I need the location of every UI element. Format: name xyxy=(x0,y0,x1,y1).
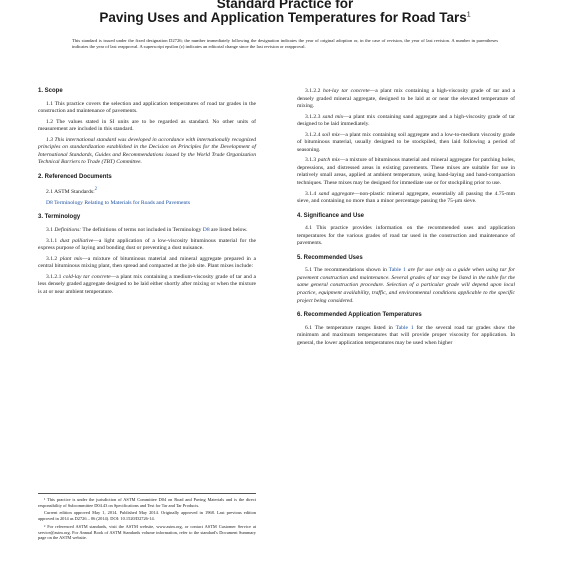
footnote-2: ² For referenced ASTM standards, visit the ASTM website, www.astm.org, or contact ASTM Customer Service at service@astm.org. For Annual Book of ASTM Standards volume information, refer to the standard's Document Summary page on the ASTM website. xyxy=(38,523,256,541)
paragraph-1-3 xyxy=(38,137,256,167)
designation-notice: This standard is issued under the fixed designation D2726; the number immediately following the designation indicates the year of original adoption or, in the case of revision, the year of last revision. A number in parentheses indicates the year of last reapproval. A superscript epsilon (ε) indicates an editorial change since the last revision or reapproval. xyxy=(72,38,498,49)
section-heading-terminology: 3. Terminology xyxy=(38,214,81,221)
paragraph-3-1-2-2-number: 3.1.2.2 xyxy=(305,88,323,94)
reference-link-d8[interactable]: D8 xyxy=(46,199,53,206)
paragraph-3-1-2-4-text: —a plant mix containing soil aggregate and a low-to-medium viscosity grade of bituminous material, usually designed to be stockpiled, then laid following a period of seasoning. xyxy=(297,131,515,153)
term-cold-lay-tar-concrete: cold-lay tar concrete xyxy=(63,273,111,280)
reference-item-d8 xyxy=(38,200,256,208)
footnote-link-2[interactable]: 2 xyxy=(94,187,97,193)
term-sand-mix: sand mix xyxy=(322,113,344,120)
paragraph-3-1-number: 3.1 xyxy=(46,226,55,233)
paragraph-3-1-3-number: 3.1.3 xyxy=(305,157,318,164)
paragraph-3-1-2-3-number: 3.1.2.3 xyxy=(305,113,323,120)
paragraph-3-1-text-a: The definitions of terms not included in Terminology xyxy=(81,226,203,233)
paragraph-5-1-text-a: 5.1 The recommendations shown in xyxy=(305,267,389,274)
paragraph-3-1-2-2 xyxy=(297,88,515,111)
paragraph-3-1-1-number: 3.1.1 xyxy=(46,237,61,244)
paragraph-3-1-4-text: —non-plastic mineral aggregate, essentially all passing the 4.75-mm sieve, and containing no more than a minor percentage passing the 75-μm sieve. xyxy=(297,190,515,205)
paragraph-3-1-3-text: —a mixture of bituminous material and mineral aggregate for patching holes, depressions, and distressed areas in existing pavements. These mixes are suitable for use in relatively small areas, applied at ambient temperature, using hand-laying and hand-compaction techniques. These mixes may be designed for immediate use or for stockpiling prior to use. xyxy=(297,157,516,187)
footnote-1-edition: Current edition approved May 1, 2014. Published May 2014. Originally approved in 1968. Last previous edition approved in 2014 as D2726 – 06 (2014). DOI: 10.1520/D2726-14. xyxy=(38,510,256,522)
paragraph-3-1-2-1 xyxy=(38,274,256,297)
footnote-1: ¹ This practice is under the jurisdiction of ASTM Committee D04 on Road and Paving Materials and is the direct responsibility of Subcommittee D04.43 on Specifications and Test for Tar and Tar Products. xyxy=(38,497,256,508)
paragraph-1-1: 1.1 This practice covers the selection and application temperatures of road tar grades in the construction and maintenance of pavements. xyxy=(38,100,256,115)
paragraph-3-1-4-number: 3.1.4 xyxy=(305,190,319,197)
paragraph-1-3-text: 1.3 This international standard was developed in accordance with internationally recognized principles on standardization established in the Decision on Principles for the Development of International Standards, Guides and Recommendations issued by the World Trade Organization Technical Barriers to Trade (TBT) Committee. xyxy=(38,136,256,166)
terminology-link-d8[interactable]: D8 xyxy=(202,226,210,233)
title-line-1: Standard Practice for xyxy=(216,0,354,11)
term-hot-lay-tar-concrete: hot-lay tar concrete xyxy=(323,88,370,94)
left-column xyxy=(38,88,256,299)
section-heading-significance: 4. Significance and Use xyxy=(297,212,365,219)
title-line-2 xyxy=(0,10,570,25)
paragraph-2-1 xyxy=(38,186,256,196)
paragraph-3-1-3 xyxy=(297,157,515,187)
paragraph-3-1-2-3-text: —a plant mix containing sand aggregate and a high-viscosity grade of tar designed to be laid immediately. xyxy=(297,113,515,128)
table-1-link-2[interactable]: Table 1 xyxy=(395,324,414,331)
term-sand-aggregate: sand aggregate xyxy=(318,190,355,197)
paragraph-3-1-2-2-text: —a plant mix containing a high-viscosity grade of tar and a densely graded mineral aggregate, designed to be laid at or near the elevated temperature of mixing. xyxy=(297,88,516,110)
paragraph-2-1-text: 2.1 ASTM Standards: xyxy=(46,189,95,196)
paragraph-3-1-1-text: —a light application of a low-viscosity bituminous material for the express purpose of laying and bonding dust or preventing a dust nuisance. xyxy=(38,237,256,252)
paragraph-3-1-2-number: 3.1.2 xyxy=(46,255,60,262)
title-text: Paving Uses and Application Temperatures for Road Tars xyxy=(99,10,467,25)
section-heading-recommended-uses: 5. Recommended Uses xyxy=(297,254,363,261)
reference-title-d8[interactable]: Terminology Relating to Materials for Roads and Pavements xyxy=(52,199,190,206)
term-soil-mix: soil mix xyxy=(322,131,340,138)
term-plant-mix: plant mix xyxy=(59,255,83,262)
term-patch-mix: patch mix xyxy=(317,157,340,164)
paragraph-3-1-2-text: —a mixture of bituminous material and mineral aggregate prepared in a central bituminous mixing plant, then spread and compacted at the job site. Plant mixes include: xyxy=(38,255,256,270)
paragraph-4-1: 4.1 This practice provides information on the recommended uses and application temperatures for the various grades of road tar used in the construction and maintenance of pavements. xyxy=(297,225,515,247)
paragraph-5-1-text-b: are for use only as a guide when using tar for pavement construction and maintenance. Several grades of tar may be listed in the table for the same general construction procedure. Selection of a particular grade will depend upon local practice, equipment availability, traffic, and environmental conditions applicable to the specific project being considered. xyxy=(297,267,515,304)
paragraph-3-1-1 xyxy=(38,238,256,253)
term-dust-palliative: dust palliative xyxy=(60,237,94,244)
paragraph-6-1-text-a: 6.1 The temperature ranges listed in xyxy=(305,324,396,331)
paragraph-5-1 xyxy=(297,267,515,305)
section-heading-referenced-documents: 2. Referenced Documents xyxy=(38,173,112,180)
paragraph-6-1 xyxy=(297,325,515,348)
paragraph-3-1-2-4 xyxy=(297,132,515,155)
right-column xyxy=(297,88,515,350)
paragraph-3-1-2-1-number: 3.1.2.1 xyxy=(46,273,64,280)
footnotes xyxy=(38,493,256,543)
section-heading-scope: 1. Scope xyxy=(38,88,63,94)
paragraph-6-1-text-b: for the several road tar grades show the minimum and maximum temperatures that will provide proper viscosity for application. In general, the lower application temperatures may be used when higher xyxy=(297,324,515,346)
paragraph-3-1-4 xyxy=(297,191,515,206)
table-1-link[interactable]: Table 1 xyxy=(388,267,406,274)
paragraph-3-1 xyxy=(38,227,256,235)
paragraph-3-1-2-3 xyxy=(297,114,515,129)
paragraph-3-1-2 xyxy=(38,256,256,271)
term-definitions: Definitions: xyxy=(54,226,82,233)
title-footnote-mark: 1 xyxy=(466,11,471,19)
paragraph-3-1-2-1-text: —a plant mix containing a medium-viscosity grade of tar and a less densely graded aggregate designed to be laid either shortly after mixing or when the mixture is at or near ambient temperature. xyxy=(38,273,257,295)
paragraph-3-1-text-b: are listed below. xyxy=(209,226,248,233)
paragraph-3-1-2-4-number: 3.1.2.4 xyxy=(305,131,322,138)
section-heading-application-temperatures: 6. Recommended Application Temperatures xyxy=(297,312,422,319)
paragraph-1-2: 1.2 The values stated in SI units are to be regarded as standard. No other units of measurement are included in this standard. xyxy=(38,118,256,133)
